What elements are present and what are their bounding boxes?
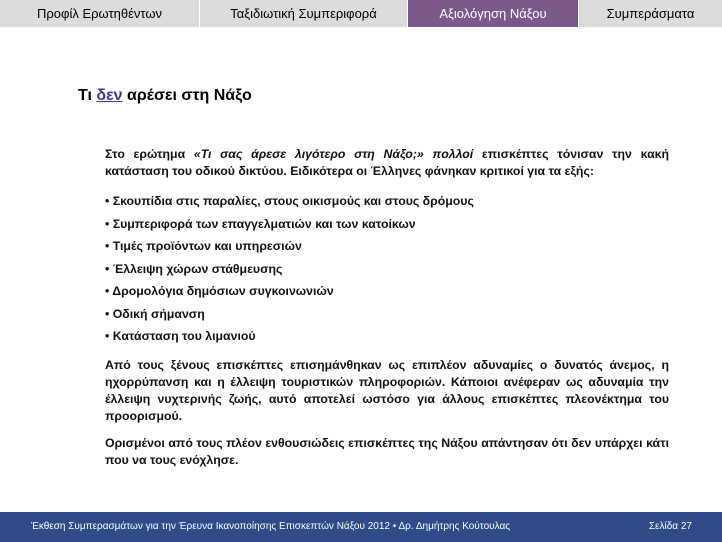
tab-conclusions[interactable]: Συμπεράσματα [579, 0, 722, 27]
section-tabs [0, 0, 722, 27]
title-underlined: δεν [96, 87, 123, 104]
enthusiasts-paragraph: Ορισμένοι από τους πλέον ενθουσιώδεις επισκέπτες της Νάξου απάντησαν ότι δεν υπάρχει κάτι που να τους ενόχλησε. [105, 435, 669, 467]
content-body [105, 146, 669, 469]
footer-bar [0, 512, 722, 542]
tab-naxos-evaluation[interactable]: Αξιολόγηση Νάξου [408, 0, 579, 27]
list-item: • Συμπεριφορά των επαγγελματιών και των κατοίκων [105, 216, 416, 231]
intro-question: «Τι σας άρεσε λιγότερο στη Νάξο;» πολλοί [193, 147, 474, 161]
intro-pre: Στο ερώτημα [105, 147, 194, 161]
title-pre: Τι [78, 87, 97, 104]
list-item: • Κατάσταση του λιμανιού [105, 329, 256, 343]
list-item: • Δρομολόγια δημόσιων συγκοινωνιών [105, 284, 334, 298]
page-number: Σελίδα 27 [648, 521, 692, 532]
list-item: • Τιμές προϊόντων και υπηρεσιών [105, 239, 302, 253]
title-post: αρέσει στη Νάξο [122, 87, 252, 104]
tab-respondent-profile[interactable]: Προφίλ Ερωτηθέντων [0, 0, 200, 27]
list-item: • Οδική σήμανση [105, 306, 205, 321]
foreign-visitors-paragraph: Από τους ξένους επισκέπτες επισημάνθηκαν ως επιπλέον αδυναμίες ο δυνατός άνεμος, η ηχορρύπανση και η έλλειψη τουριστικών πληροφοριών. Κάποιοι ανέφεραν ως αδυναμία την έλλειψη νυχτερινής ζωής, αυτό αποτελεί ωστόσο για άλλους επισκέπτες πλεονέκτημα του προορισμού. [105, 357, 669, 423]
page-title [78, 87, 252, 105]
list-item: • Σκουπίδια στις παραλίες, στους οικισμούς και στους δρόμους [105, 194, 474, 208]
intro-paragraph [105, 146, 669, 180]
list-item: • Έλλειψη χώρων στάθμευσης [105, 261, 283, 276]
bullet-list [105, 190, 669, 348]
tab-travel-behavior[interactable]: Ταξιδιωτική Συμπεριφορά [200, 0, 408, 27]
footer-report-title: Έκθεση Συμπερασμάτων για την Έρευνα Ικανοποίησης Επισκεπτών Νάξου 2012 • Δρ. Δημήτρης Κούτουλας [31, 521, 511, 532]
intro-post: επισκέπτες τόνισαν την κακή κατάσταση του οδικού δικτύου. Ειδικότερα οι Έλληνες φάνηκαν κριτικοί για τα εξής: [105, 147, 669, 178]
